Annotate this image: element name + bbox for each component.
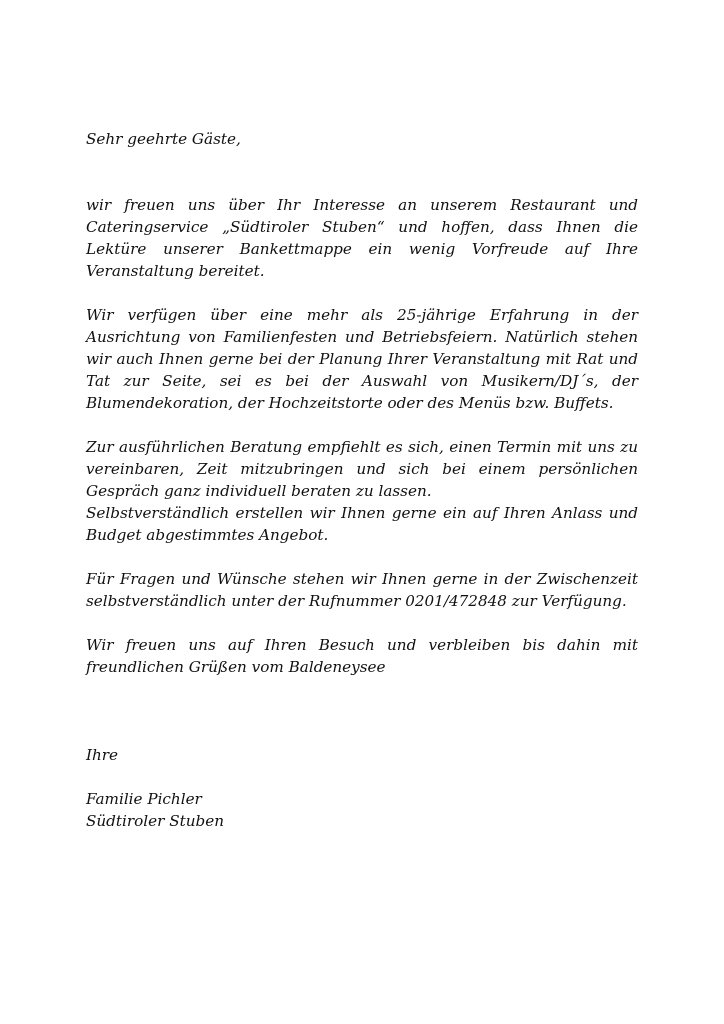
paragraph-intro: wir freuen uns über Ihr Interesse an unserem Restaurant und Cateringservice „Südtiroler Stuben“ und hoffen, dass Ihnen die Lektüre unserer Bankettmappe ein wenig Vorfreude auf Ihre Veranstaltung bereitet. <box>86 196 638 280</box>
closing: Ihre <box>86 746 119 764</box>
paragraph-experience: Wir verfügen über eine mehr als 25-jährige Erfahrung in der Ausrichtung von Familienfesten und Betriebsfeiern. Natürlich stehen wir auch Ihnen gerne bei der Planung Ihrer Veranstaltung mit Rat und Tat zur Seite, sei es bei der Auswahl von Musikern/DJ´s, der Blumendekoration, der Hochzeitstorte oder des Menüs bzw. Buffets. <box>86 306 638 412</box>
salutation: Sehr geehrte Gäste, <box>86 130 241 148</box>
signature-name: Familie Pichler <box>86 790 202 808</box>
paragraph-offer: Selbstverständlich erstellen wir Ihnen gerne ein auf Ihren Anlass und Budget abgestimmtes Angebot. <box>86 504 638 544</box>
letter-body <box>86 128 638 832</box>
signature-company: Südtiroler Stuben <box>86 812 224 830</box>
paragraph-contact: Für Fragen und Wünsche stehen wir Ihnen gerne in der Zwischenzeit selbstverständlich unter der Rufnummer 0201/472848 zur Verfügung. <box>86 570 638 610</box>
paragraph-consultation: Zur ausführlichen Beratung empfiehlt es sich, einen Termin mit uns zu vereinbaren, Zeit mitzubringen und sich bei einem persönlichen Gespräch ganz individuell beraten zu lassen. <box>86 438 638 500</box>
paragraph-farewell: Wir freuen uns auf Ihren Besuch und verbleiben bis dahin mit freundlichen Grüßen vom Baldeneysee <box>86 636 638 676</box>
